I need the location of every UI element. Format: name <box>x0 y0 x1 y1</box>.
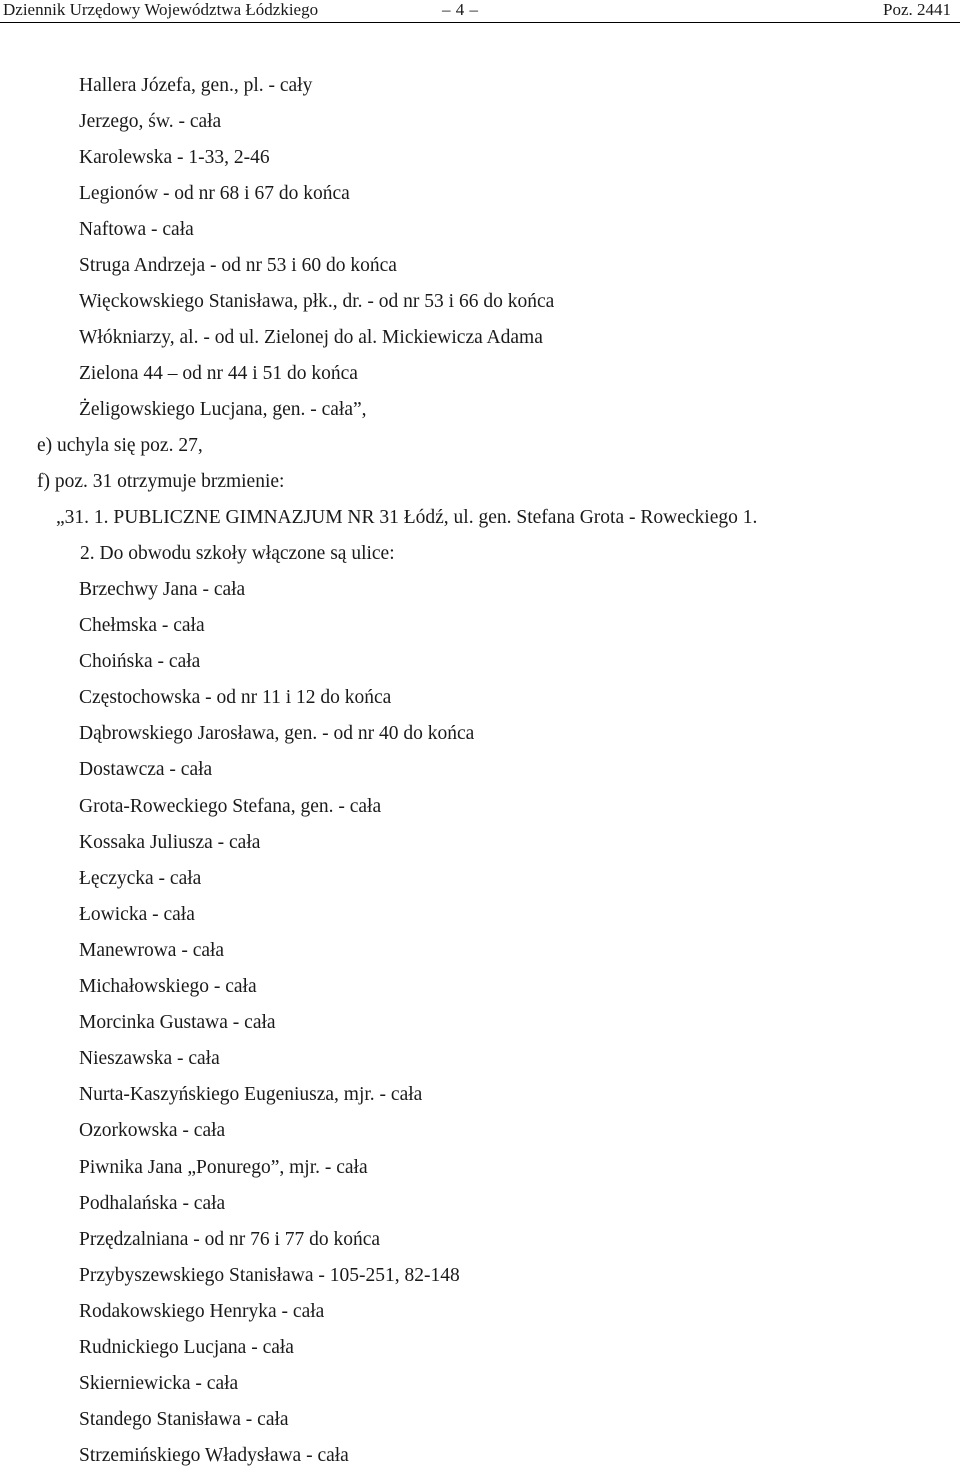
page-number: – 4 – <box>442 0 479 19</box>
street-item: Nieszawska - cała <box>79 1048 220 1070</box>
street-item: Nurta-Kaszyńskiego Eugeniusza, mjr. - cała <box>79 1084 423 1106</box>
street-item: Choińska - cała <box>79 651 201 673</box>
street-item: Podhalańska - cała <box>79 1192 226 1214</box>
document-body <box>0 68 960 1474</box>
street-item: Dąbrowskiego Jarosława, gen. - od nr 40 do końca <box>79 723 475 745</box>
district-heading: 2. Do obwodu szkoły włączone są ulice: <box>80 543 395 564</box>
street-item: Hallera Józefa, gen., pl. - cały <box>79 75 313 96</box>
street-item: Standego Stanisława - cała <box>79 1409 289 1431</box>
street-item: Rodakowskiego Henryka - cała <box>79 1300 325 1322</box>
street-item: Struga Andrzeja - od nr 53 i 60 do końca <box>79 255 397 276</box>
point-f: f) poz. 31 otrzymuje brzmienie: <box>37 471 285 492</box>
street-item: Chełmska - cała <box>79 615 205 637</box>
street-item: Rudnickiego Lucjana - cała <box>79 1336 294 1358</box>
street-item: Łęczycka - cała <box>79 867 202 889</box>
street-item: Ozorkowska - cała <box>79 1120 226 1142</box>
street-item: Naftowa - cała <box>79 219 194 240</box>
street-item: Dostawcza - cała <box>79 759 213 781</box>
street-item: Kossaka Juliusza - cała <box>79 831 261 853</box>
street-item: Jerzego, św. - cała <box>79 111 222 132</box>
school-heading: „31. 1. PUBLICZNE GIMNAZJUM NR 31 Łódź, ul. gen. Stefana Grota - Roweckiego 1. <box>56 507 758 528</box>
street-list-part1 <box>0 68 960 572</box>
position-number: Poz. 2441 <box>883 0 951 19</box>
street-item: Karolewska - 1-33, 2-46 <box>79 147 270 168</box>
page-header <box>0 0 960 23</box>
street-item: Brzechwy Jana - cała <box>79 579 246 600</box>
street-item: Przędzalniana - od nr 76 i 77 do końca <box>79 1228 381 1250</box>
point-e: e) uchyla się poz. 27, <box>37 435 203 456</box>
street-item: Łowicka - cała <box>79 903 195 925</box>
journal-title: Dziennik Urzędowy Województwa Łódzkiego <box>3 0 319 19</box>
street-item: Przybyszewskiego Stanisława - 105-251, 82-148 <box>79 1264 460 1286</box>
street-item: Włókniarzy, al. - od ul. Zielonej do al. Mickiewicza Adama <box>79 327 543 348</box>
street-item: Strzemińskiego Władysława - cała <box>79 1445 349 1467</box>
street-item: Częstochowska - od nr 11 i 12 do końca <box>79 687 392 709</box>
street-item: Legionów - od nr 68 i 67 do końca <box>79 183 350 204</box>
street-item: Manewrowa - cała <box>79 939 225 961</box>
street-item: Zielona 44 – od nr 44 i 51 do końca <box>79 363 358 384</box>
street-item: Skierniewicka - cała <box>79 1373 239 1395</box>
street-item: Morcinka Gustawa - cała <box>79 1012 276 1034</box>
street-item: Piwnika Jana „Ponurego”, mjr. - cała <box>79 1156 368 1178</box>
street-item: Więckowskiego Stanisława, płk., dr. - od nr 53 i 66 do końca <box>79 291 555 312</box>
street-item: Żeligowskiego Lucjana, gen. - cała”, <box>79 399 367 420</box>
street-list-part2 <box>0 572 960 1474</box>
street-item: Grota-Roweckiego Stefana, gen. - cała <box>79 795 382 817</box>
street-item: Michałowskiego - cała <box>79 976 257 998</box>
